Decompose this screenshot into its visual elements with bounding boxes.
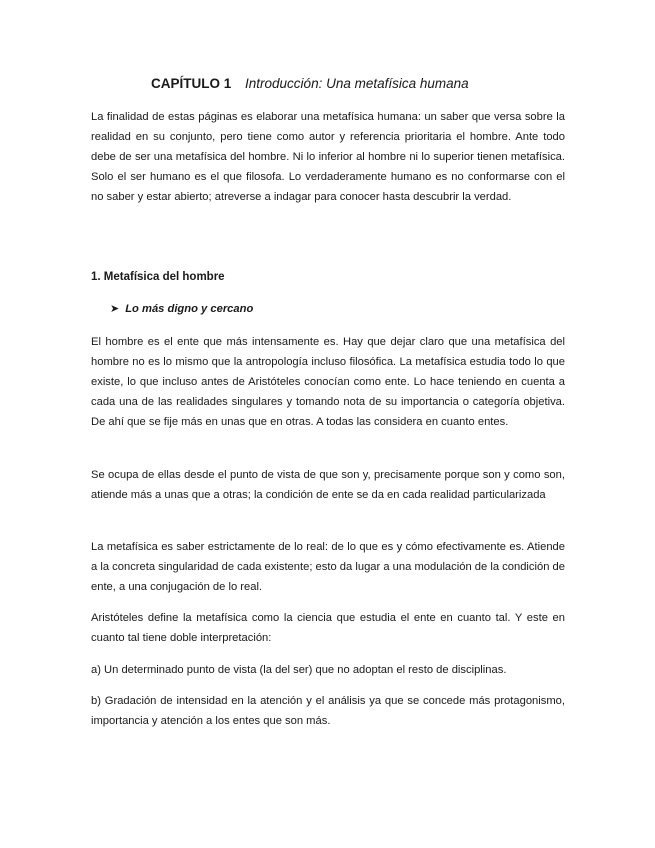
intro-paragraph: La finalidad de estas páginas es elaborar una metafísica humana: un saber que versa sobre la realidad en su conjunto, pero tiene como autor y referencia prioritaria el hombre. Ante todo debe de ser una metafísica del hombre. Ni lo inferior al hombre ni lo superior tienen metafísica. Solo el ser humano es el que filosofa. Lo verdaderamente humano es no conformarse con el no saber y estar abierto; atreverse a indagar para conocer hasta descubrir la verdad. bbox=[91, 111, 565, 203]
list-item-a: a) Un determinado punto de vista (la del ser) que no adoptan el resto de disciplinas. bbox=[91, 664, 507, 676]
section-heading: 1. Metafísica del hombre bbox=[91, 271, 225, 283]
body-paragraph: Se ocupa de ellas desde el punto de vista de que son y, precisamente porque son y como son, atiende más a unas que a otras; la condición de ente se da en cada realidad particularizada bbox=[91, 469, 565, 501]
subheading-text: Lo más digno y cercano bbox=[125, 303, 254, 315]
body-paragraph: Aristóteles define la metafísica como la ciencia que estudia el ente en cuanto tal. Y este en cuanto tal tiene doble interpretación: bbox=[91, 612, 565, 644]
chapter-label: CAPÍTULO 1 bbox=[151, 76, 232, 91]
body-paragraph: La metafísica es saber estrictamente de lo real: de lo que es y cómo efectivamente es. Atiende a la concreta singularidad de cada existente; esto da lugar a una modulación de la condición de ente, a una conjugación de lo real. bbox=[91, 541, 565, 593]
body-paragraph: El hombre es el ente que más intensamente es. Hay que dejar claro que una metafísica del hombre no es lo mismo que la antropología incluso filosófica. La metafísica estudia todo lo que existe, lo que incluso antes de Aristóteles conocían como ente. Lo hace teniendo en cuenta a cada una de las realidades singulares y tomando nota de su importancia o categoría objetiva. De ahí que se fije más en unas que en otras. A todas las considera en cuanto entes. bbox=[91, 336, 565, 428]
chapter-title: Introducción: Una metafísica humana bbox=[245, 76, 469, 91]
chapter-heading bbox=[151, 76, 469, 91]
list-item-b: b) Gradación de intensidad en la atención y el análisis ya que se concede más protagonismo, importancia y atención a los entes que son más. bbox=[91, 695, 565, 727]
arrow-bullet-icon: ➤ bbox=[110, 303, 120, 315]
subheading bbox=[110, 302, 253, 315]
